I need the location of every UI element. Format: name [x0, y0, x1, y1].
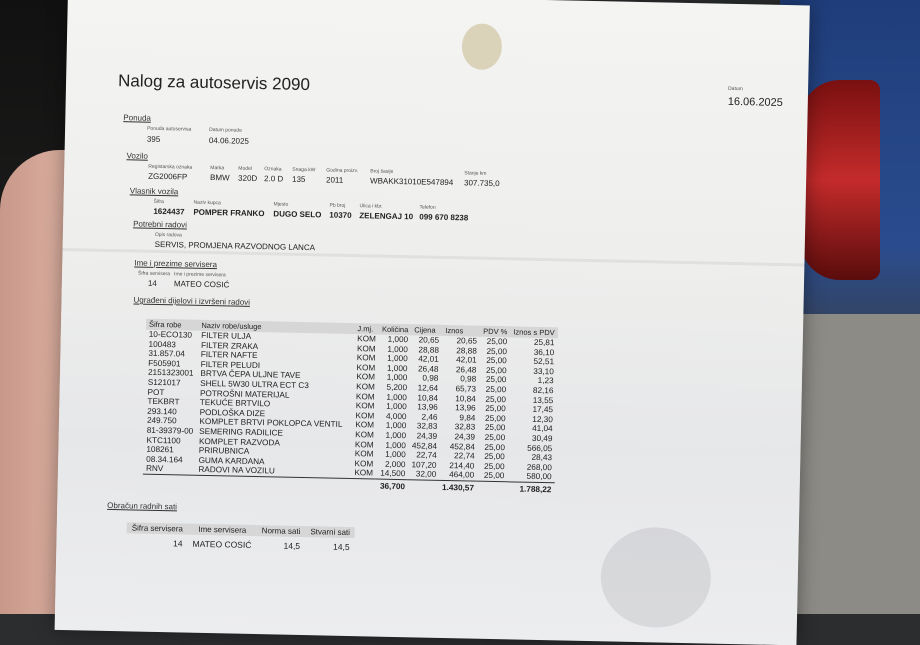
- vozilo-label-year: Godina proizv.: [326, 167, 359, 175]
- vozilo-make: BMW: [210, 173, 230, 183]
- table-cell: 25,00: [485, 375, 507, 385]
- table-cell: TEKBRT: [147, 396, 180, 407]
- document-date: 16.06.2025: [727, 95, 783, 109]
- table-cell: 5,200: [386, 382, 408, 393]
- table-cell: 28,88: [418, 345, 440, 355]
- radovi-label: Opis radova: [154, 231, 182, 239]
- table-cell: 9,84: [459, 413, 476, 423]
- service-order-document: [55, 0, 810, 645]
- table-cell: 2,000: [384, 459, 406, 469]
- stain: [461, 23, 502, 70]
- vlasnik-label-zip: Pb broj: [329, 202, 346, 209]
- vlasnik-phone: 099 670 8238: [419, 212, 469, 223]
- table-cell: KTC1100: [146, 435, 181, 445]
- table-cell: 25,00: [486, 336, 508, 347]
- table-cell: GUMA KARDANA: [198, 455, 265, 466]
- serviser-label-id: Šifra servisera: [138, 270, 171, 278]
- stain: [600, 526, 712, 628]
- col-kolicina: Količina: [379, 324, 411, 336]
- table-cell: 82,16: [532, 385, 554, 396]
- table-cell: 25,00: [486, 346, 508, 356]
- table-cell: KOM: [356, 382, 375, 392]
- table-cell: 25,00: [486, 356, 507, 366]
- col-cijena: Cijena: [411, 324, 442, 336]
- table-cell: 28,88: [456, 345, 477, 356]
- table-cell: 293.140: [147, 406, 177, 417]
- table-cell: 25,00: [485, 413, 506, 424]
- table-cell: 580,00: [526, 472, 552, 482]
- table-cell: 13,96: [455, 403, 476, 413]
- table-cell: SEMERING RADILICE: [199, 426, 284, 438]
- table-cell: 1,000: [385, 449, 406, 460]
- table-cell: 1,000: [385, 421, 407, 431]
- table-cell: KOM: [355, 401, 375, 411]
- vlasnik-street: ZELENGAJ 10: [359, 211, 414, 222]
- vlasnik-label-name: Naziv kupca: [193, 199, 221, 207]
- table-cell: 14,500: [380, 468, 406, 479]
- vlasnik-label-city: Mjesto: [273, 201, 289, 208]
- table-cell: 13,55: [532, 395, 554, 405]
- col-jmj: J.mj.: [354, 323, 379, 335]
- table-cell: 42,01: [418, 354, 439, 365]
- vozilo-power: 135: [291, 174, 306, 185]
- table-cell: 452,84: [411, 440, 438, 451]
- table-cell: 214,40: [449, 460, 475, 471]
- table-cell: 10-ECO130: [148, 329, 193, 340]
- table-cell: 25,00: [485, 394, 507, 404]
- vozilo-km: 307.735,0: [463, 178, 500, 189]
- table-cell: KOM: [354, 468, 374, 478]
- table-cell: S121017: [147, 377, 181, 388]
- obracun-heading: Obračun radnih sati: [107, 500, 178, 512]
- vlasnik-name: POMPER FRANKO: [193, 207, 265, 219]
- total-qty: 36,700: [376, 479, 409, 492]
- table-cell: 30,49: [531, 433, 553, 444]
- table-cell: 42,01: [456, 355, 477, 365]
- table-cell: 17,45: [532, 404, 554, 415]
- table-cell: 24,39: [416, 431, 438, 441]
- vozilo-label-power: Snaga kW: [292, 166, 316, 174]
- table-cell: 81-39379-00: [146, 425, 194, 436]
- table-cell: KOM: [356, 343, 376, 354]
- table-cell: 108261: [146, 444, 174, 455]
- parts-table: [143, 319, 558, 495]
- document-title: Nalog za autoservis 2090: [117, 71, 311, 95]
- table-cell: KOM: [357, 334, 376, 344]
- table-cell: 1,000: [387, 353, 408, 364]
- vlasnik-zip: 10370: [329, 210, 352, 220]
- labor-actual: 14,5: [333, 541, 350, 553]
- vozilo-label-model: Model: [238, 165, 252, 172]
- col-iznos-pdv: Iznos s PDV: [510, 326, 557, 338]
- table-cell: 566,05: [527, 443, 553, 453]
- labor-col-name: Ime servisera: [188, 524, 257, 536]
- vozilo-label-type: Oznaka: [264, 166, 282, 173]
- ground: [790, 314, 920, 614]
- ponuda-heading: Ponuda: [123, 113, 152, 123]
- table-cell: 12,30: [532, 414, 553, 424]
- table-cell: 41,04: [532, 424, 553, 434]
- serviser-name: MATEO COSIĆ: [173, 279, 230, 290]
- car-taillight: [800, 80, 880, 280]
- vozilo-type: 2.0 D: [263, 174, 284, 184]
- vozilo-label-vin: Broj šasije: [370, 168, 394, 175]
- col-naziv: Naziv robe/usluge: [198, 320, 354, 334]
- labor-col-norm: Norma sati: [257, 525, 306, 537]
- date-label: Datum: [728, 85, 743, 93]
- col-pdv: PDV %: [480, 326, 510, 338]
- table-cell: 1,000: [386, 392, 407, 402]
- labor-name: MATEO COSIĆ: [192, 538, 252, 550]
- table-cell: 32,00: [415, 469, 437, 480]
- vlasnik-city: DUGO SELO: [273, 209, 322, 220]
- table-cell: 464,00: [449, 470, 475, 480]
- table-cell: KOMPLET BRTVI POKLOPCA VENTIL: [199, 417, 343, 430]
- table-cell: 32,83: [454, 422, 476, 432]
- vlasnik-label-street: Ulica i kbr.: [359, 203, 383, 210]
- table-cell: KOM: [356, 353, 376, 363]
- table-cell: POT: [147, 387, 165, 397]
- table-cell: 26,48: [455, 364, 477, 375]
- table-cell: KOM: [356, 372, 376, 382]
- vozilo-year: 2011: [325, 175, 344, 185]
- table-cell: 33,10: [533, 366, 554, 377]
- table-cell: 1,000: [387, 344, 409, 354]
- serviser-label-name: Ime i prezime servisera: [174, 271, 226, 279]
- table-cell: 0,98: [460, 374, 477, 385]
- table-cell: SHELL 5W30 ULTRA ECT C3: [200, 378, 309, 391]
- table-cell: KOMPLET RAZVODA: [198, 436, 280, 448]
- table-cell: KOM: [354, 449, 374, 459]
- table-cell: FILTER ULJA: [201, 330, 252, 341]
- table-cell: 1,23: [537, 376, 554, 386]
- table-cell: 24,39: [454, 432, 476, 442]
- labor-table: [126, 522, 355, 556]
- table-cell: KOM: [355, 420, 375, 430]
- table-cell: 1,000: [385, 430, 407, 441]
- table-cell: 10,84: [417, 392, 439, 403]
- vozilo-label-km: Stanje km: [464, 170, 487, 177]
- table-cell: 25,00: [485, 384, 507, 395]
- table-cell: 10,84: [455, 393, 476, 404]
- table-cell: 452,84: [449, 441, 475, 452]
- labor-col-actual: Stvarni sati: [305, 526, 355, 538]
- table-cell: KOM: [356, 362, 376, 373]
- table-cell: KOM: [354, 458, 374, 469]
- table-cell: 26,48: [417, 364, 439, 374]
- table-cell: 25,00: [483, 461, 505, 471]
- table-cell: 25,00: [484, 451, 505, 462]
- serviser-id: 14: [147, 278, 157, 288]
- table-cell: 25,00: [483, 471, 505, 481]
- table-cell: 36,10: [533, 347, 555, 357]
- table-cell: 28,43: [531, 452, 553, 463]
- ponuda-date: 04.06.2025: [208, 135, 250, 146]
- labor-row: [126, 533, 355, 556]
- table-cell: 52,51: [533, 357, 555, 367]
- vlasnik-label-id: Šifra: [153, 198, 164, 206]
- table-cell: POTROŠNI MATERIJAL: [199, 388, 290, 400]
- table-cell: 22,74: [454, 451, 475, 461]
- table-cell: 25,81: [533, 337, 555, 348]
- table-cell: 1,000: [386, 373, 408, 383]
- vlasnik-label-phone: Telefon: [419, 204, 436, 211]
- vlasnik-id: 1624437: [153, 206, 185, 217]
- table-cell: 107,20: [411, 460, 437, 470]
- table-cell: 268,00: [526, 462, 552, 472]
- table-cell: 1,000: [385, 440, 406, 450]
- serviser-heading: Ime i prezime servisera: [134, 258, 218, 270]
- table-cell: 25,00: [484, 432, 506, 443]
- ponuda-date-label: Datum ponude: [209, 126, 242, 134]
- table-cell: FILTER NAFTE: [200, 350, 258, 361]
- vozilo-heading: Vozilo: [126, 151, 148, 161]
- table-cell: 25,00: [484, 442, 506, 452]
- vozilo-label-reg: Registarska oznaka: [148, 163, 193, 171]
- vozilo-reg: ZG2006FP: [148, 171, 188, 182]
- table-cell: 249.750: [146, 416, 177, 426]
- vozilo-label-make: Marka: [210, 165, 225, 172]
- table-cell: TEKUĆE BRTVILO: [199, 398, 271, 409]
- table-cell: 20,65: [456, 336, 478, 346]
- total-with-vat: 1.788,22: [507, 482, 555, 495]
- table-cell: 4,000: [385, 411, 407, 421]
- table-cell: 2,46: [421, 412, 438, 422]
- table-cell: 32,83: [416, 421, 438, 432]
- table-cell: FILTER ZRAKA: [200, 340, 259, 351]
- table-cell: 100483: [148, 339, 177, 349]
- vlasnik-heading: Vlasnik vozila: [129, 186, 179, 197]
- table-cell: 1,000: [386, 401, 407, 412]
- radovi-description: SERVIS, PROMJENA RAZVODNOG LANCA: [154, 239, 316, 253]
- table-cell: KOM: [355, 410, 375, 421]
- table-cell: KOM: [354, 439, 374, 450]
- table-cell: 12,64: [417, 383, 439, 393]
- labor-id: 14: [172, 538, 183, 549]
- col-sifra: Šifra robe: [146, 319, 199, 331]
- table-cell: 25,00: [486, 365, 507, 376]
- table-cell: 2151323001: [147, 368, 194, 379]
- col-iznos: Iznos: [442, 325, 480, 337]
- table-cell: 20,65: [418, 335, 440, 345]
- table-cell: FILTER PELUDI: [200, 359, 261, 370]
- table-cell: KOM: [355, 391, 375, 402]
- vozilo-vin: WBAKK31010E547894: [369, 176, 454, 188]
- table-cell: F505901: [148, 358, 181, 369]
- vozilo-model: 320D: [238, 173, 258, 184]
- table-cell: 31.857.04: [148, 348, 185, 359]
- table-cell: KOM: [355, 430, 374, 440]
- table-cell: BRTVA ČEPA ULJNE TAVE: [200, 369, 301, 381]
- ponuda-number: 395: [146, 134, 161, 144]
- table-cell: 0,98: [422, 373, 439, 384]
- table-cell: RNV: [145, 464, 164, 474]
- table-cell: 25,00: [485, 403, 506, 414]
- table-cell: PODLOŠKA DIZE: [199, 407, 266, 418]
- labor-norm: 14,5: [283, 540, 301, 551]
- table-cell: 22,74: [416, 450, 437, 460]
- table-cell: 08.34.164: [146, 454, 183, 465]
- table-cell: 1,000: [387, 334, 409, 345]
- table-cell: 13,96: [417, 402, 438, 412]
- table-cell: 65,73: [455, 384, 477, 394]
- labor-col-id: Šifra servisera: [127, 522, 188, 534]
- dijelovi-heading: Ugrađeni dijelovi i izvršeni radovi: [133, 295, 251, 307]
- table-cell: PRIRUBNICA: [198, 445, 250, 457]
- table-cell: RADOVI NA VOZILU: [198, 465, 275, 476]
- table-cell: 1,000: [386, 363, 408, 373]
- ponuda-number-label: Ponuda autoservisa: [147, 125, 192, 133]
- table-cell: 25,00: [484, 423, 506, 433]
- radovi-heading: Potrebni radovi: [133, 219, 188, 230]
- total-amount: 1.430,57: [439, 480, 477, 493]
